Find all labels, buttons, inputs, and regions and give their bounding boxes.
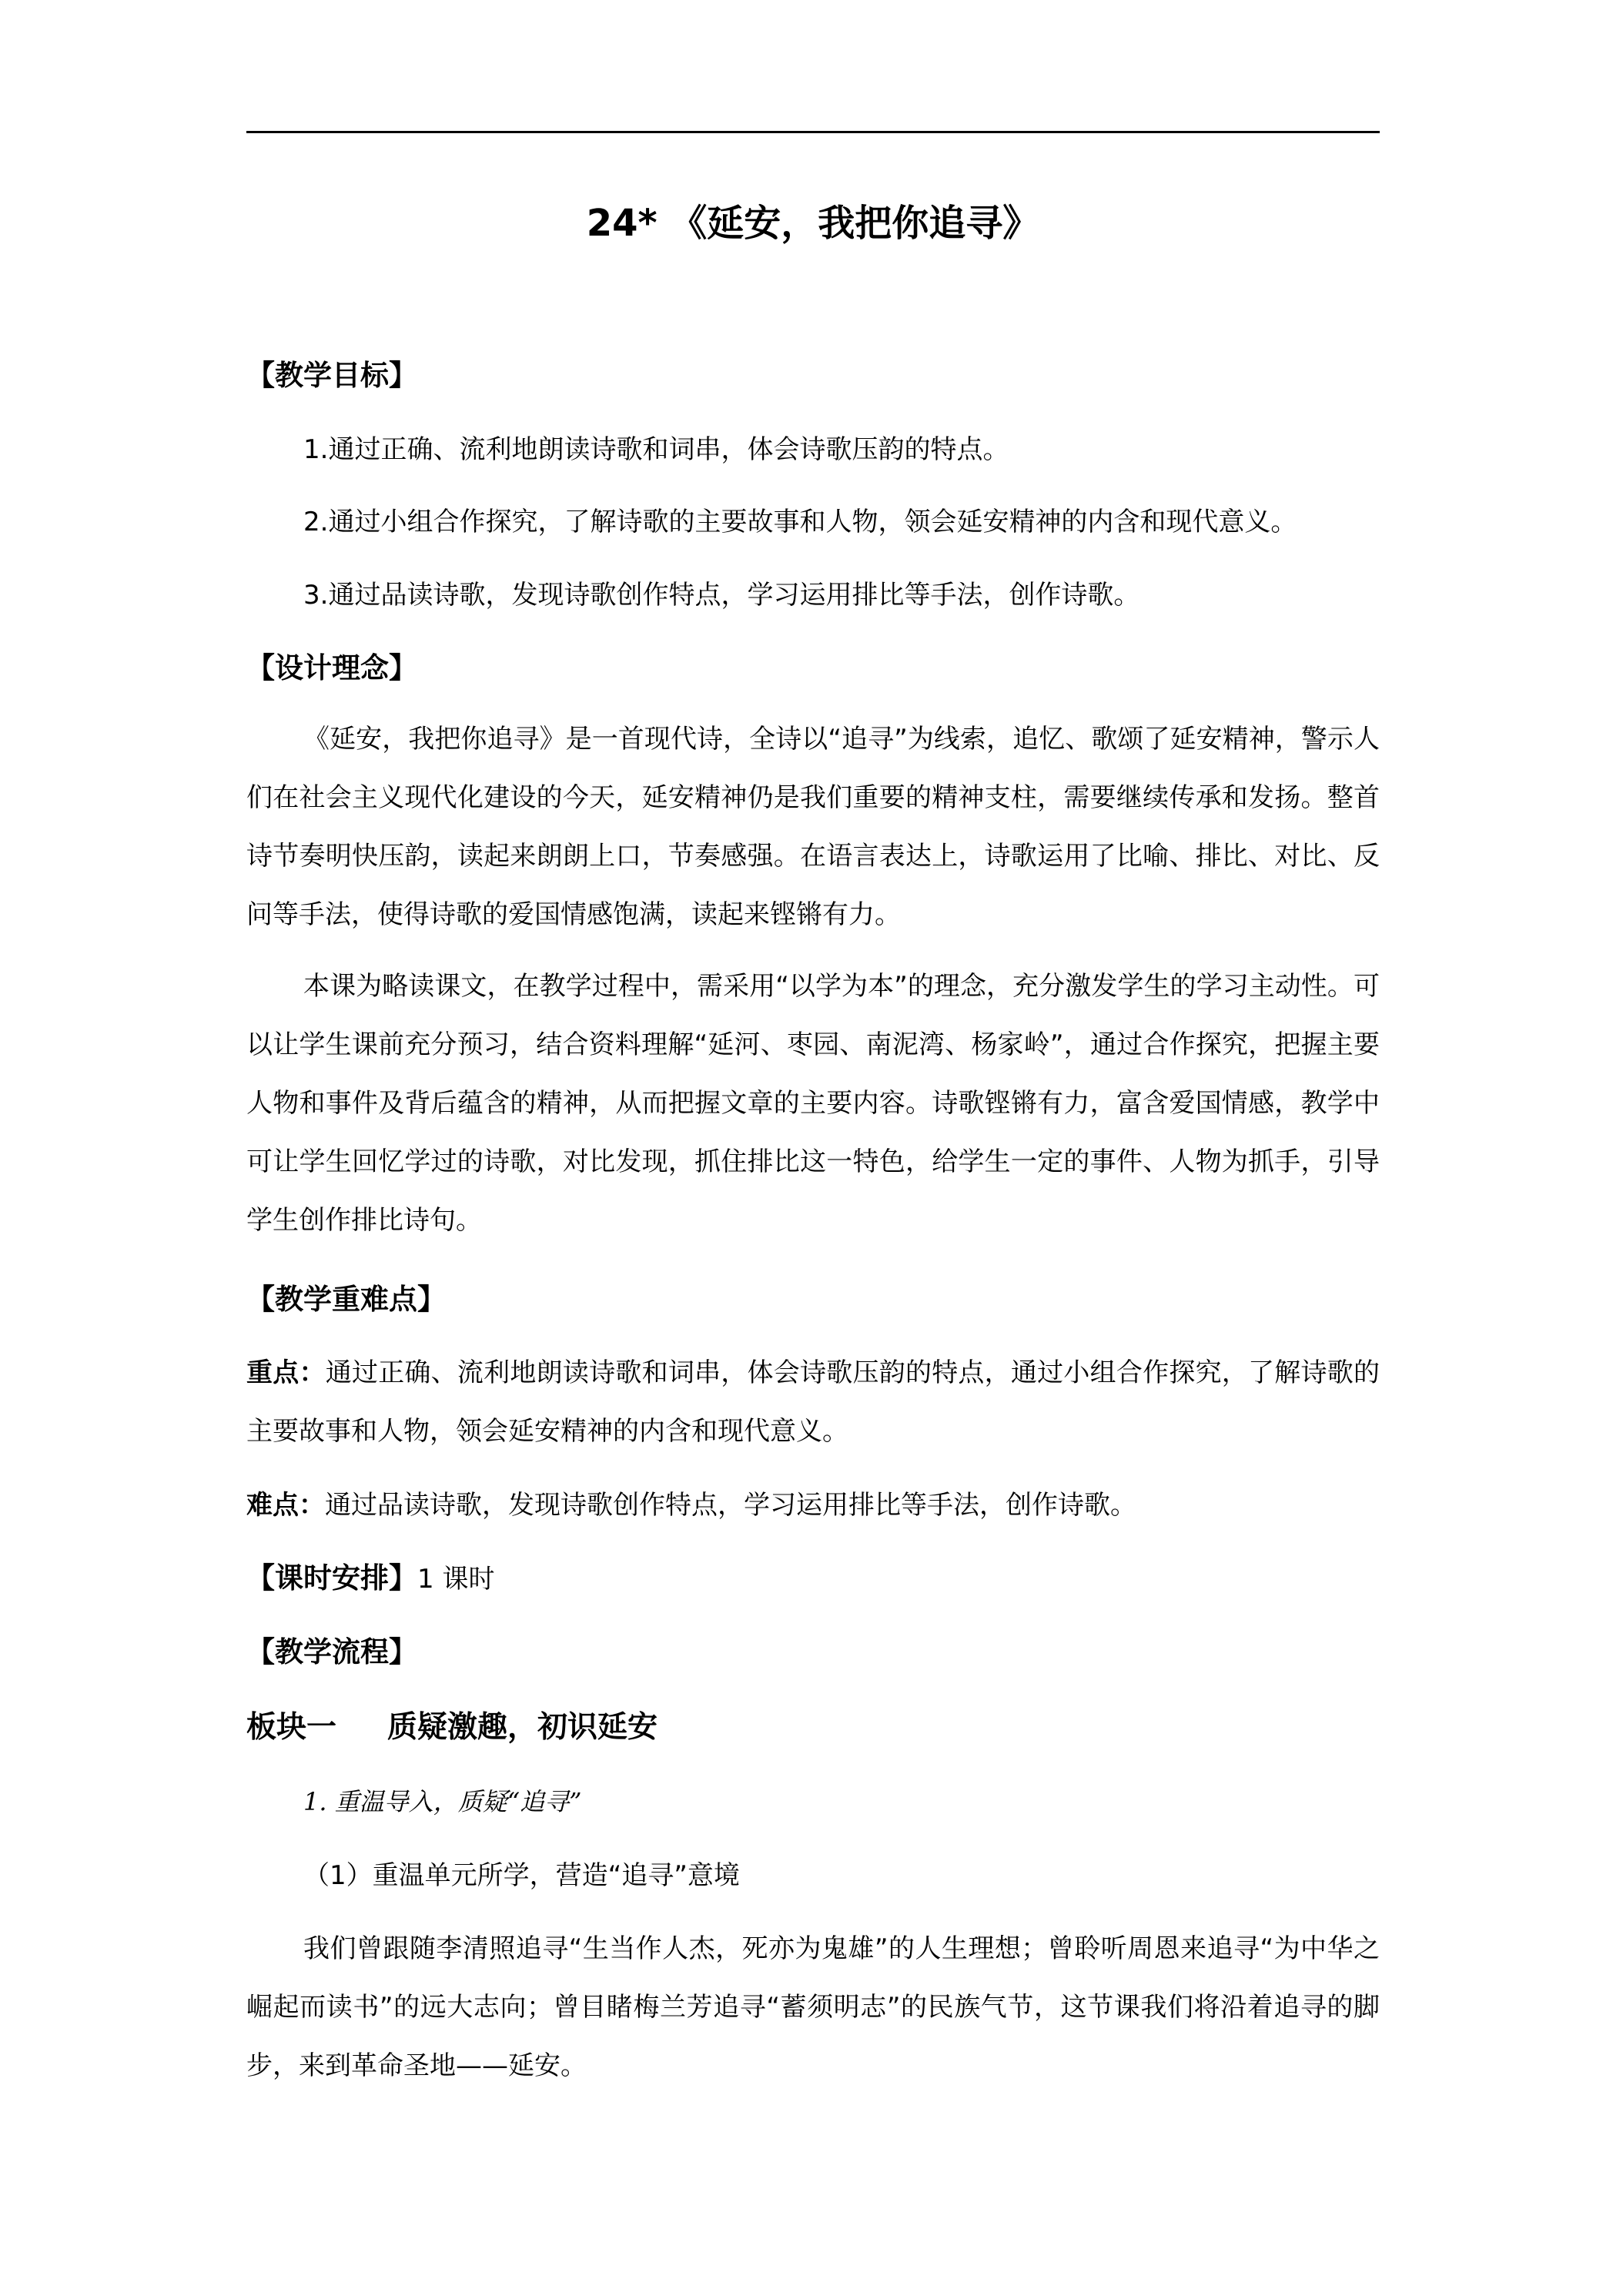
difficulty-label: 难点： — [246, 1490, 325, 1521]
document-title: 24* 《延安，我把你追寻》 — [586, 202, 1040, 245]
concept-paragraph-2: 本课为略读课文，在教学过程中，需采用“以学为本”的理念，充分激发学生的学习主动性。可以让学生课前充分预习，结合资料理解“延河、枣园、南泥湾、杨家岭”，通过合作探究，把握主要人物和事件及背后蕴含的精神，从而把握文章的主要内容。诗歌铿锵有力，富含爱国情感，教学中可让学生回忆学过的诗歌，对比发现，抓住排比这一特色，给学生一定的事件、人物为抓手，引导学生创作排比诗句。 — [246, 971, 1380, 1236]
process-paragraph: 我们曾跟随李清照追寻“生当作人杰，死亦为鬼雄”的人生理想；曾聆听周恩来追寻“为中华之崛起而读书”的远大志向；曾目睹梅兰芳追寻“蓄须明志”的民族气节，这节课我们将沿着追寻的脚步，来到革命圣地——延安。 — [246, 1933, 1380, 2081]
key-point-label: 重点： — [246, 1357, 326, 1388]
objective-item-1: 1.通过正确、流利地朗读诗歌和词串，体会诗歌压韵的特点。 — [303, 434, 1009, 465]
process-step-1: 1. 重温导入，质疑“追寻” — [303, 1787, 582, 1816]
process-step-1-sub: （1）重温单元所学，营造“追寻”意境 — [303, 1860, 740, 1891]
key-point-text: 通过正确、流利地朗读诗歌和词串，体会诗歌压韵的特点，通过小组合作探究，了解诗歌的主要故事和人物，领会延安精神的内含和现代意义。 — [246, 1357, 1380, 1447]
objective-item-2: 2.通过小组合作探究，了解诗歌的主要故事和人物，领会延安精神的内含和现代意义。 — [303, 507, 1297, 537]
block-subtitle: 质疑激趣，初识延安 — [387, 1710, 658, 1745]
header-rule — [246, 131, 1380, 133]
concept-paragraph-1: 《延安，我把你追寻》是一首现代诗，全诗以“追寻”为线索，追忆、歌颂了延安精神，警示人们在社会主义现代化建设的今天，延安精神仍是我们重要的精神支柱，需要继续传承和发扬。整首诗节奏明快压韵，读起来朗朗上口，节奏感强。在语言表达上，诗歌运用了比喻、排比、对比、反问等手法，使得诗歌的爱国情感饱满，读起来铿锵有力。 — [246, 724, 1380, 930]
key-points-heading: 【教学重难点】 — [246, 1283, 446, 1316]
schedule-heading: 【课时安排】 — [246, 1561, 417, 1595]
difficulty-text: 通过品读诗歌，发现诗歌创作特点，学习运用排比等手法，创作诗歌。 — [325, 1490, 1136, 1521]
difficulty-paragraph — [246, 1476, 1380, 1535]
objective-item-3: 3.通过品读诗歌，发现诗歌创作特点，学习运用排比等手法，创作诗歌。 — [303, 580, 1140, 611]
schedule-value: 1 课时 — [417, 1564, 495, 1595]
process-heading: 【教学流程】 — [246, 1635, 417, 1668]
key-point-paragraph — [246, 1344, 1380, 1461]
concept-heading: 【设计理念】 — [246, 651, 417, 684]
objectives-heading: 【教学目标】 — [246, 359, 417, 392]
process-block-title — [246, 1699, 1380, 1757]
block-number: 板块一 — [246, 1710, 337, 1745]
schedule-line — [246, 1549, 1380, 1608]
